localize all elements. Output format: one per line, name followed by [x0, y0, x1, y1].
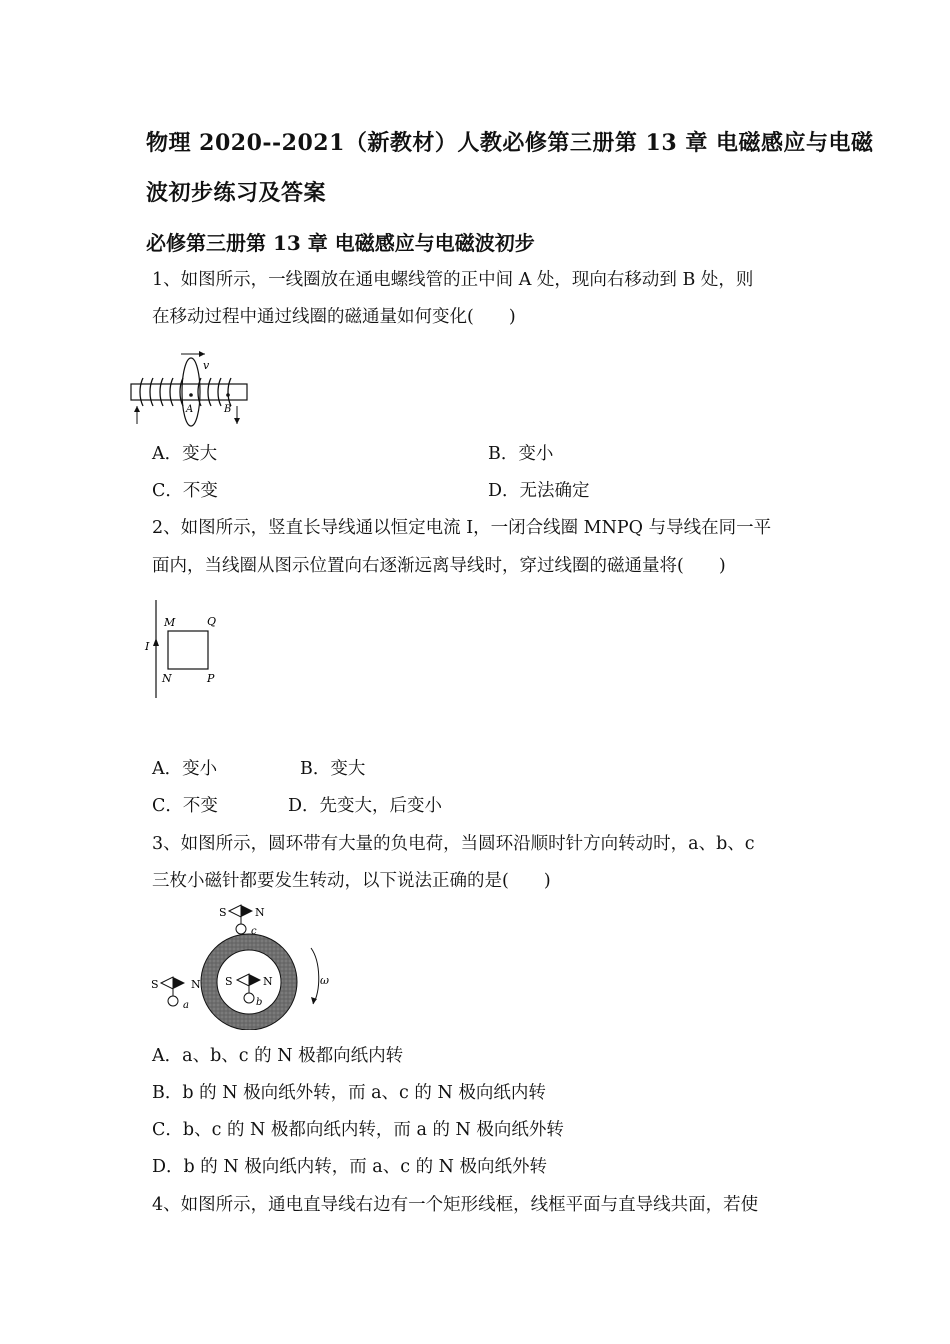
svg-text:N: N	[191, 978, 201, 991]
question-2-option-b: B．变大	[300, 759, 366, 779]
question-3-line1: 3、如图所示，圆环带有大量的负电荷，当圆环沿顺时针方向转动时，a、b、c	[152, 834, 755, 854]
question-3-ring-figure	[145, 900, 345, 1030]
solenoid-tube	[131, 384, 247, 400]
question-3-option-d: D．b 的 N 极向纸内转，而 a、c 的 N 极向纸外转	[152, 1157, 548, 1177]
question-1-line2: 在移动过程中通过线圈的磁通量如何变化( )	[152, 307, 516, 327]
label-b: B	[224, 404, 232, 415]
loop-mnpq	[168, 631, 208, 669]
current-arrow	[153, 638, 159, 646]
question-2-line2: 面内，当线圈从图示位置向右逐渐远离导线时，穿过线圈的磁通量将( )	[152, 556, 726, 576]
question-2-option-a: A．变小	[152, 759, 218, 779]
label-m: M	[164, 616, 176, 629]
label-i: I	[145, 640, 150, 653]
label-omega: ω	[320, 974, 329, 987]
question-1-option-c: C．不变	[152, 481, 218, 501]
question-1-option-d: D．无法确定	[488, 481, 590, 501]
svg-text:c: c	[251, 926, 257, 937]
question-4-line1: 4、如图所示，通电直导线右边有一个矩形线框，线框平面与直导线共面，若使	[152, 1195, 759, 1215]
svg-text:S: S	[151, 978, 159, 991]
document-title-line1: 物理 2020--2021（新教材）人教必修第三册第 13 章 电磁感应与电磁	[146, 130, 874, 156]
question-3-line2: 三枚小磁针都要发生转动，以下说法正确的是( )	[152, 871, 551, 891]
question-1-solenoid-figure	[125, 348, 260, 430]
label-q: Q	[207, 615, 217, 628]
svg-text:N: N	[255, 906, 265, 919]
question-3-option-c: C．b、c 的 N 极都向纸内转，而 a 的 N 极向纸外转	[152, 1120, 564, 1140]
lead-right-arrow	[234, 418, 240, 424]
svg-text:b: b	[256, 997, 263, 1008]
label-p: P	[207, 672, 215, 685]
label-n: N	[162, 672, 172, 685]
question-2-line1: 2、如图所示，竖直长导线通以恒定电流 I，一闭合线圈 MNPQ 与导线在同一平	[152, 518, 772, 538]
label-v: v	[203, 359, 210, 372]
label-a: A	[186, 404, 194, 415]
svg-text:N: N	[263, 975, 273, 988]
question-1-option-a: A．变大	[152, 444, 218, 464]
question-2-option-c: C．不变	[152, 796, 218, 816]
lead-left-arrow	[134, 406, 140, 412]
point-a	[189, 393, 193, 397]
svg-text:S: S	[225, 975, 233, 988]
question-3-option-b: B．b 的 N 极向纸外转，而 a、c 的 N 极向纸内转	[152, 1083, 546, 1103]
svg-text:a: a	[183, 1000, 189, 1011]
question-1-option-b: B．变小	[488, 444, 554, 464]
needle-a	[151, 977, 201, 1011]
section-title: 必修第三册第 13 章 电磁感应与电磁波初步	[146, 231, 535, 255]
document-title-line2: 波初步练习及答案	[146, 180, 327, 206]
needle-c	[219, 905, 265, 937]
svg-text:S: S	[219, 906, 227, 919]
question-3-option-a: A．a、b、c 的 N 极都向纸内转	[152, 1046, 404, 1066]
rotation-arrow	[311, 948, 319, 1004]
needle-b	[225, 974, 273, 1008]
question-2-wire-loop-figure	[140, 598, 230, 702]
question-1-line1: 1、如图所示，一线圈放在通电螺线管的正中间 A 处，现向右移动到 B 处，则	[152, 270, 754, 290]
coil-loop	[182, 358, 200, 426]
velocity-arrowhead	[199, 351, 205, 357]
question-2-option-d: D．先变大，后变小	[288, 796, 443, 816]
solenoid-coil	[140, 378, 231, 406]
point-b	[226, 393, 230, 397]
